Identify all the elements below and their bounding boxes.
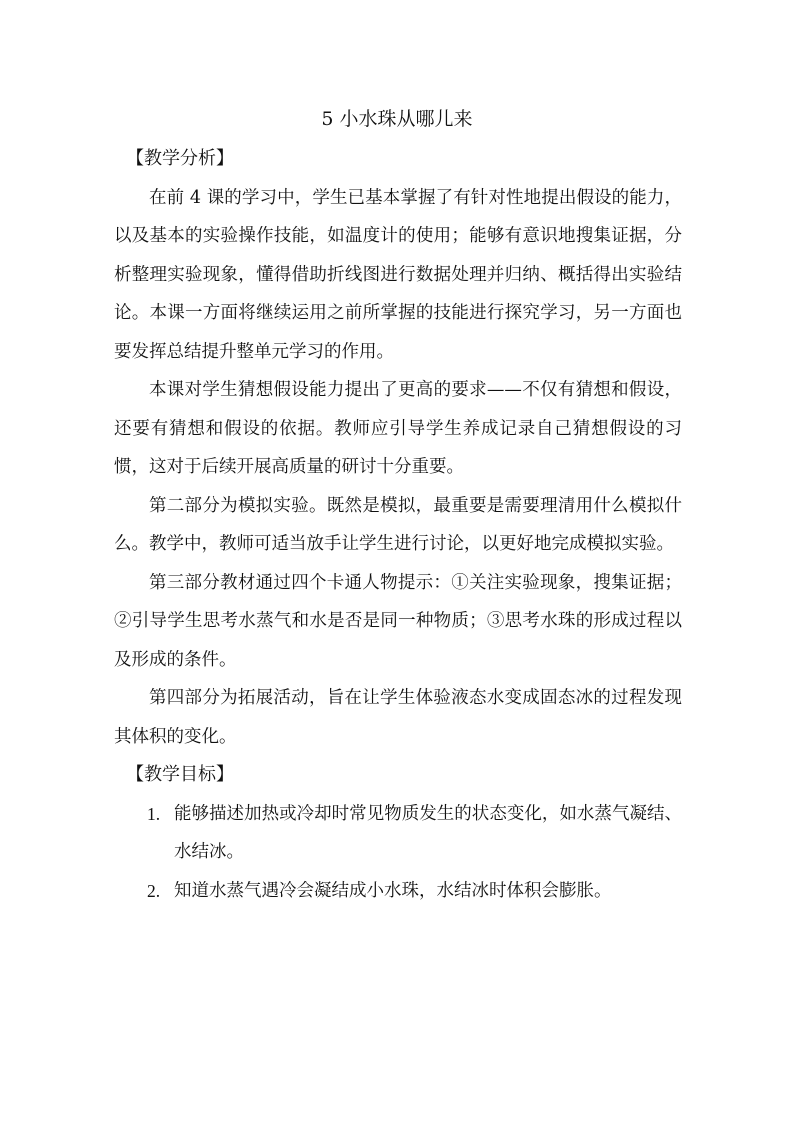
document-body bbox=[114, 140, 682, 910]
goal-number: 1. bbox=[147, 803, 161, 824]
goal-text: 能够描述加热或冷却时常见物质发生的状态变化，如水蒸气凝结、水结冰。 bbox=[174, 803, 682, 862]
paragraph: 第四部分为拓展活动，旨在让学生体验液态水变成固态冰的过程发现其体积的变化。 bbox=[114, 688, 682, 747]
section-heading-goals: 【教学目标】 bbox=[126, 764, 234, 785]
goal-list-item bbox=[114, 795, 682, 872]
document-title: 5 小水珠从哪儿来 bbox=[321, 108, 473, 130]
paragraph: 第三部分教材通过四个卡通人物提示：①关注实验现象，搜集证据；②引导学生思考水蒸气和水是否是同一种物质；③思考水珠的形成过程以及形成的条件。 bbox=[114, 572, 682, 670]
goal-list-item bbox=[114, 872, 682, 911]
paragraph: 在前 4 课的学习中，学生已基本掌握了有针对性地提出假设的能力，以及基本的实验操作技能，如温度计的使用；能够有意识地搜集证据，分析整理实验现象，懂得借助折线图进行数据处理并归纳、概括得出实验结论。本课一方面将继续运用之前所掌握的技能进行探究学习，另一方面也要发挥总结提升整单元学习的作用。 bbox=[114, 187, 682, 362]
goal-text: 知道水蒸气遇冷会凝结成小水珠，水结冰时体积会膨胀。 bbox=[174, 880, 612, 901]
goal-number: 2. bbox=[147, 880, 161, 901]
paragraph: 第二部分为模拟实验。既然是模拟，最重要是需要理清用什么模拟什么。教学中，教师可适当放手让学生进行讨论，以更好地完成模拟实验。 bbox=[114, 495, 682, 554]
section-heading-analysis: 【教学分析】 bbox=[126, 148, 234, 169]
paragraph: 本课对学生猜想假设能力提出了更高的要求——不仅有猜想和假设，还要有猜想和假设的依据。教师应引导学生养成记录自己猜想假设的习惯，这对于后续开展高质量的研讨十分重要。 bbox=[114, 380, 682, 477]
